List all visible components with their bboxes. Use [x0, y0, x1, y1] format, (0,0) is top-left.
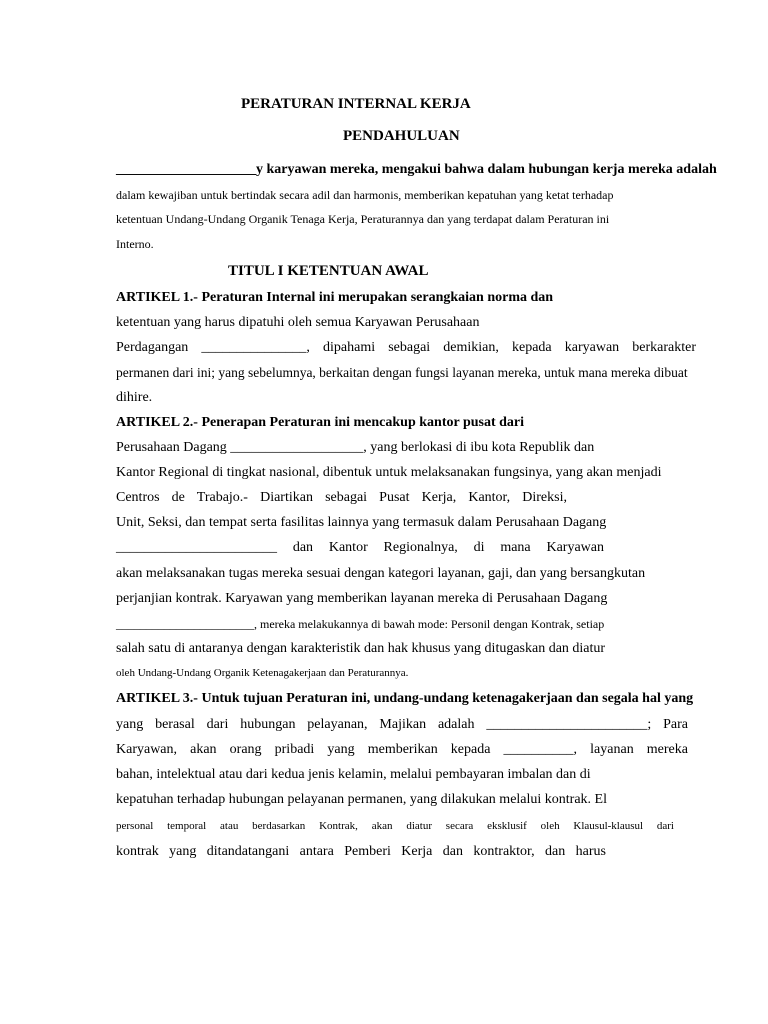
article-2-line: Unit, Seksi, dan tempat serta fasilitas lainnya yang termasuk dalam Perusahaan Dagang: [116, 515, 607, 530]
intro-line: ____________________y karyawan mereka, mengakui bahwa dalam hubungan kerja mereka adalah: [116, 162, 717, 177]
article-2-line: Centros de Trabajo.- Diartikan sebagai Pusat Kerja, Kantor, Direksi,: [116, 490, 567, 505]
article-3-line: ARTIKEL 3.- Untuk tujuan Peraturan ini, undang-undang ketenagakerjaan dan segala hal yang: [116, 691, 694, 706]
document-title: PERATURAN INTERNAL KERJA: [241, 96, 471, 112]
titul-heading: TITUL I KETENTUAN AWAL: [228, 263, 429, 279]
article-2-line: perjanjian kontrak. Karyawan yang memberikan layanan mereka di Perusahaan Dagang: [116, 591, 608, 606]
article-1-line: ketentuan yang harus dipatuhi oleh semua Karyawan Perusahaan: [116, 315, 480, 330]
article-2-line: _______________________ dan Kantor Regionalnya, di mana Karyawan: [116, 540, 604, 555]
article-2-line: Perusahaan Dagang ___________________, yang berlokasi di ibu kota Republik dan: [116, 440, 595, 455]
article-3-line: yang berasal dari hubungan pelayanan, Majikan adalah _______________________; Para: [116, 717, 688, 732]
article-2-line: Kantor Regional di tingkat nasional, dibentuk untuk melaksanakan fungsinya, yang akan menjadi: [116, 465, 662, 480]
intro-line: ketentuan Undang-Undang Organik Tenaga Kerja, Peraturannya dan yang terdapat dalam Peraturan ini: [116, 212, 610, 226]
article-1-line: Perdagangan _______________, dipahami sebagai demikian, kepada karyawan berkarakter: [116, 340, 696, 355]
article-2-line: ARTIKEL 2.- Penerapan Peraturan ini mencakup kantor pusat dari: [116, 415, 525, 430]
intro-line: Interno.: [116, 237, 154, 251]
article-1-line: permanen dari ini; yang sebelumnya, berkaitan dengan fungsi layanan mereka, untuk mana mereka dibuat: [116, 365, 688, 380]
section-heading-pendahuluan: PENDAHULUAN: [343, 128, 460, 144]
article-1-line: ARTIKEL 1.- Peraturan Internal ini merupakan serangkaian norma dan: [116, 290, 554, 305]
article-3-line: Karyawan, akan orang pribadi yang memberikan kepada __________, layanan mereka: [116, 742, 688, 757]
article-2-line: akan melaksanakan tugas mereka sesuai dengan kategori layanan, gaji, dan yang bersangkutan: [116, 566, 646, 581]
article-3-line: bahan, intelektual atau dari kedua jenis kelamin, melalui pembayaran imbalan dan di: [116, 767, 591, 782]
article-3-line: kontrak yang ditandatangani antara Pemberi Kerja dan kontraktor, dan harus: [116, 844, 606, 859]
article-3-line: personal temporal atau berdasarkan Kontrak, akan diatur secara eksklusif oleh Klausul-klausul dari: [116, 820, 674, 832]
article-3-line: kepatuhan terhadap hubungan pelayanan permanen, yang dilakukan melalui kontrak. El: [116, 792, 607, 807]
intro-line: dalam kewajiban untuk bertindak secara adil dan harmonis, memberikan kepatuhan yang ketat terhadap: [116, 188, 614, 202]
article-2-line: oleh Undang-Undang Organik Ketenagakerjaan dan Peraturannya.: [116, 667, 409, 679]
article-2-line: _______________________, mereka melakukannya di bawah mode: Personil dengan Kontrak, setiap: [116, 617, 605, 631]
article-2-line: salah satu di antaranya dengan karakteristik dan hak khusus yang ditugaskan dan diatur: [116, 641, 606, 656]
article-1-line: dihire.: [116, 390, 153, 405]
